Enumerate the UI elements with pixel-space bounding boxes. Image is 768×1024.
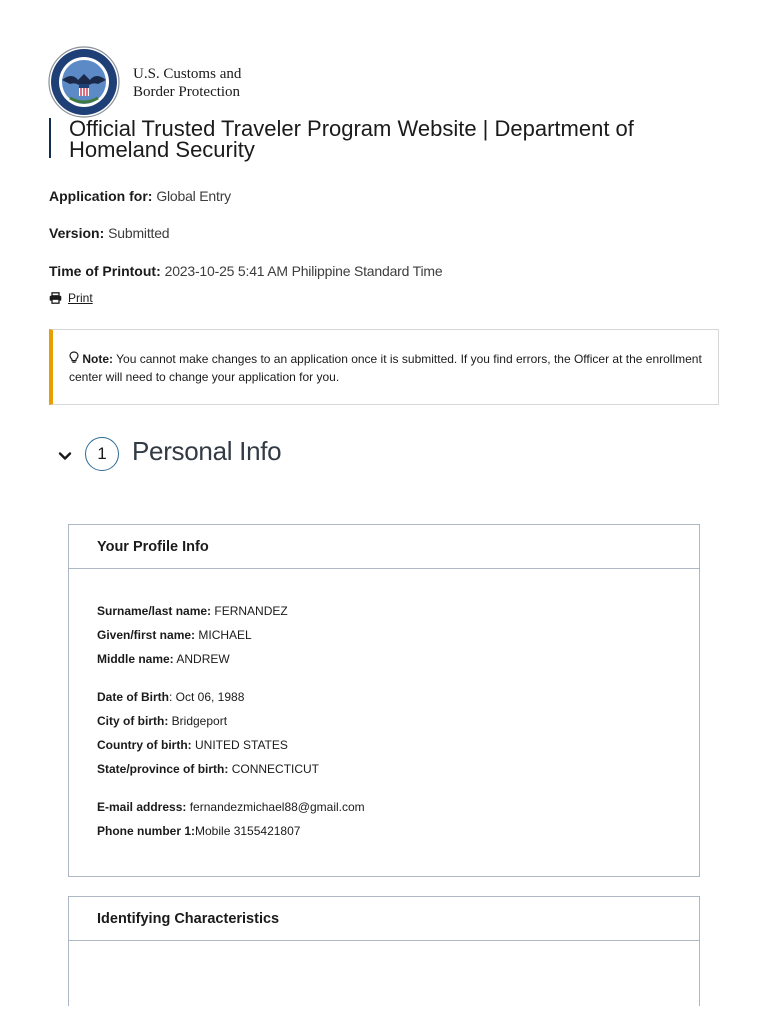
application-for-value: Global Entry [156,188,231,204]
version-value: Submitted [108,225,170,241]
city-value: Bridgeport [171,714,228,728]
agency-line-1: U.S. Customs and [133,66,242,82]
phone-value: Mobile 3155421807 [195,824,301,838]
dob-row [97,685,671,709]
surname-row [97,599,671,623]
identifying-characteristics-card [68,896,700,1006]
country-row [97,733,671,757]
printout-time-value: 2023-10-25 5:41 AM Philippine Standard Time [164,263,443,279]
country-label: Country of birth: [97,738,192,752]
chevron-down-icon[interactable] [58,449,72,463]
version-label: Version: [49,225,105,241]
print-link[interactable]: Print [68,291,93,305]
note-label: Note: [82,352,114,366]
email-label: E-mail address: [97,800,187,814]
printout-time-label: Time of Printout: [49,263,161,279]
application-for-line [49,188,231,204]
phone-row [97,819,671,843]
given-name-row [97,623,671,647]
lightbulb-icon [69,351,79,364]
section-title[interactable]: Personal Info [132,436,282,466]
profile-info-card [68,524,700,877]
email-row [97,795,671,819]
site-title: Official Trusted Traveler Program Website | Department of Homeland Security [69,116,634,162]
phone-label: Phone number 1: [97,824,196,838]
state-value: CONNECTICUT [231,762,320,776]
dhs-seal-icon [48,46,120,118]
country-value: UNITED STATES [195,738,288,752]
note-message: You cannot make changes to an application once it is submitted. If you find errors, the Officer at the enrollment center will need to change your application for you. [69,352,702,384]
city-row [97,709,671,733]
note-text-block [69,350,709,386]
version-line [49,225,169,241]
identifying-card-title: Identifying Characteristics [69,897,699,941]
surname-label: Surname/last name: [97,604,212,618]
dob-label: Date of Birth [97,690,169,704]
printer-icon[interactable] [49,292,62,304]
given-name-value: MICHAEL [198,628,252,642]
profile-card-title: Your Profile Info [69,525,699,569]
city-label: City of birth: [97,714,169,728]
surname-value: FERNANDEZ [214,604,288,618]
middle-name-row [97,647,671,671]
agency-name [133,65,241,101]
state-row [97,757,671,781]
step-number-badge: 1 [85,437,119,471]
agency-line-2: Border Protection [133,84,241,100]
middle-name-value: ANDREW [176,652,230,666]
middle-name-label: Middle name: [97,652,174,666]
note-alert [49,329,719,405]
email-value: fernandezmichael88@gmail.com [189,800,365,814]
state-label: State/province of birth: [97,762,229,776]
profile-card-body [69,569,699,843]
given-name-label: Given/first name: [97,628,196,642]
application-for-label: Application for: [49,188,153,204]
printout-time-line [49,263,442,279]
dob-value: : Oct 06, 1988 [169,690,245,704]
title-divider [49,118,51,158]
print-link-row[interactable] [49,291,93,305]
